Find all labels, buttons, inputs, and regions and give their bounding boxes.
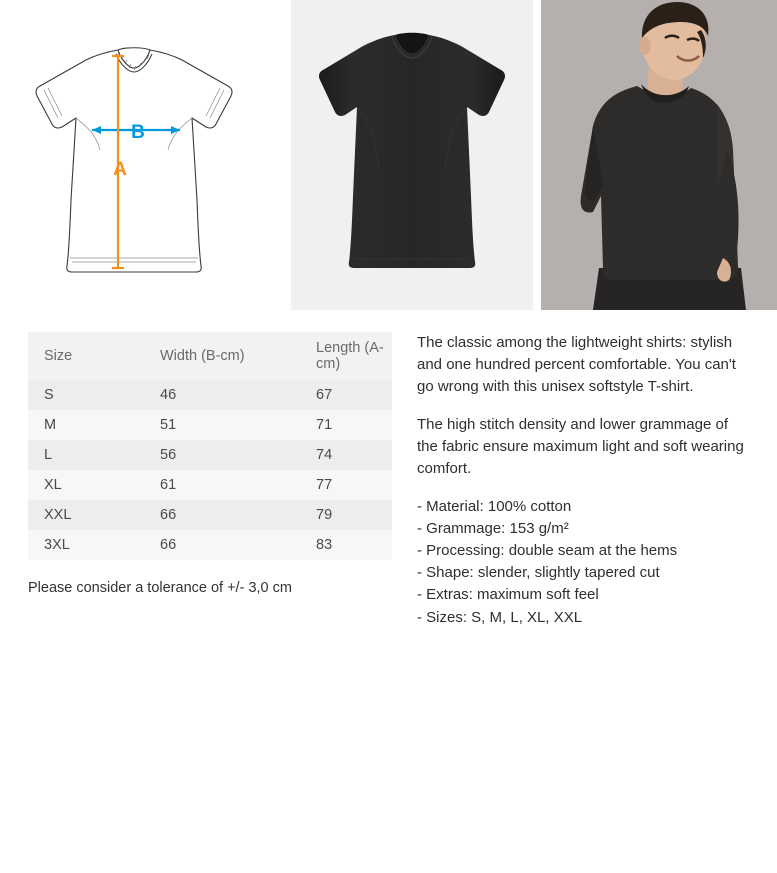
table-row — [28, 380, 392, 410]
spec-item-shape: - Shape: slender, slightly tapered cut — [417, 564, 660, 582]
cell-width: 66 — [160, 507, 177, 523]
cell-length: 77 — [316, 477, 333, 493]
measure-label-b: B — [131, 122, 145, 143]
cell-width: 56 — [160, 447, 177, 463]
table-header-size: Size — [44, 348, 73, 364]
cell-width: 66 — [160, 537, 177, 553]
cell-width: 46 — [160, 387, 177, 403]
size-chart-column — [0, 332, 392, 629]
cell-size: XL — [44, 477, 62, 493]
table-header-row — [28, 332, 392, 380]
cell-length: 71 — [316, 417, 333, 433]
cell-width: 51 — [160, 417, 177, 433]
cell-size: XXL — [44, 507, 72, 523]
spec-list — [417, 496, 752, 628]
table-row — [28, 530, 392, 560]
black-tshirt-icon — [291, 0, 533, 310]
table-row — [28, 470, 392, 500]
description-paragraph-2: The high stitch density and lower grammage of the fabric ensure maximum light and soft wearing comfort. — [417, 416, 744, 478]
cell-size: 3XL — [44, 537, 70, 553]
cell-size: M — [44, 417, 57, 433]
product-photo-image[interactable] — [291, 0, 533, 310]
cell-size: L — [44, 447, 53, 463]
measurement-diagram-image[interactable] — [0, 0, 285, 310]
cell-width: 61 — [160, 477, 177, 493]
product-details-section — [0, 332, 777, 629]
table-header-width: Width (B-cm) — [160, 348, 245, 364]
spec-item-processing: - Processing: double seam at the hems — [417, 542, 678, 560]
table-row — [28, 410, 392, 440]
cell-length: 79 — [316, 507, 333, 523]
description-column — [392, 332, 752, 629]
description-paragraph-1: The classic among the lightweight shirts: stylish and one hundred percent comfortable. You can't go wrong with this unisex softstyle T-shirt. — [417, 334, 736, 396]
cell-size: S — [44, 387, 54, 403]
tshirt-technical-drawing-icon — [0, 0, 285, 310]
spec-item-sizes: - Sizes: S, M, L, XL, XXL — [417, 608, 583, 626]
model-wearing-tshirt-icon — [541, 0, 777, 310]
spec-item-material: - Material: 100% cotton — [417, 498, 572, 516]
model-photo-image[interactable] — [541, 0, 777, 310]
spec-item-extras: - Extras: maximum soft feel — [417, 586, 599, 604]
table-header-length: Length (A-cm) — [316, 340, 384, 372]
size-chart-table — [28, 332, 392, 560]
table-row — [28, 440, 392, 470]
measure-label-a: A — [113, 159, 127, 180]
cell-length: 67 — [316, 387, 333, 403]
table-row — [28, 500, 392, 530]
spec-item-grammage: - Grammage: 153 g/m² — [417, 520, 569, 538]
product-image-gallery — [0, 0, 777, 310]
tolerance-note: Please consider a tolerance of +/- 3,0 cm — [28, 580, 292, 596]
cell-length: 83 — [316, 537, 333, 553]
cell-length: 74 — [316, 447, 333, 463]
